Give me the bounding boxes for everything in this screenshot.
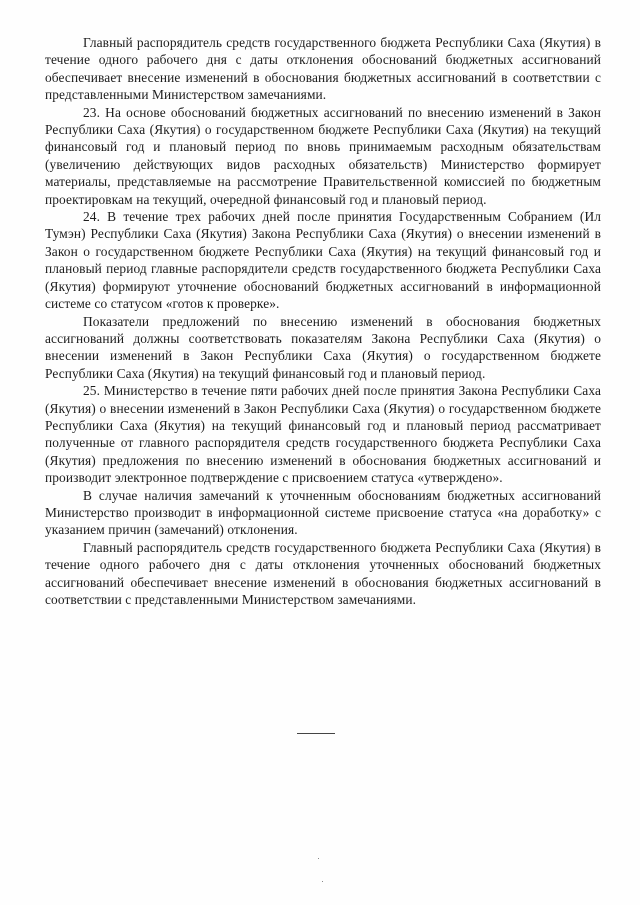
- document-body: [45, 34, 601, 608]
- paragraph-item-23: 23. На основе обоснований бюджетных ассигнований по внесению изменений в Закон Республики Саха (Якутия) о государственном бюджете Республики Саха (Якутия) на текущий финансовый год и плановый период по вновь принимаемым расходным обязательствам (увеличению действующих видов расходных обязательств) Министерство формирует материалы, представляемые на рассмотрение Правительственной комиссией по бюджетным проектировкам на текущий, очередной финансовый год и плановый период.: [45, 104, 601, 207]
- paragraph-final-correction: Главный распорядитель средств государственного бюджета Республики Саха (Якутия) в течение одного рабочего дня с даты отклонения уточненных обоснований бюджетных ассигнований обеспечивает внесение изменений в обоснования бюджетных ассигнований в соответствии с представленными Министерством замечаниями.: [45, 539, 601, 607]
- scan-speck: [318, 858, 319, 859]
- paragraph-item-24: 24. В течение трех рабочих дней после принятия Государственным Собранием (Ил Тумэн) Республики Саха (Якутия) Закона Республики Саха (Якутия) о внесении изменений в Закон о государственном бюджете Республики Саха (Якутия) на текущий финансовый год и плановый период главные распорядители средств государственного бюджета Республики Саха (Якутия) формируют уточнение обоснований бюджетных ассигнований в информационной системе со статусом «готов к проверке».: [45, 209, 601, 312]
- paragraph-item-25: 25. Министерство в течение пяти рабочих дней после принятия Закона Республики Саха (Якутия) о внесении изменений в Закон Республики Саха (Якутия) о государственном бюджете Республики Саха (Якутия) на текущий финансовый год и плановый период рассматривает полученные от главного распорядителя средств государственного бюджета Республики Саха (Якутия) предложения по внесению изменений в обоснования бюджетных ассигнований и производит электронное подтверждение с присвоением статуса «утверждено».: [45, 383, 601, 486]
- paragraph-return-by-distributor: Главный распорядитель средств государственного бюджета Республики Саха (Якутия) в течение одного рабочего дня с даты отклонения обоснований бюджетных ассигнований обеспечивает внесение изменений в обоснования бюджетных ассигнований в соответствии с представленными Министерством замечаниями.: [45, 35, 601, 103]
- end-divider-line: [297, 733, 335, 734]
- scan-speck: [322, 881, 323, 882]
- paragraph-remarks: В случае наличия замечаний к уточненным обоснованиям бюджетных ассигнований Министерство производит в информационной системе присвоение статуса «на доработку» с указанием причин (замечаний) отклонения.: [45, 487, 601, 538]
- paragraph-indicators: Показатели предложений по внесению изменений в обоснования бюджетных ассигнований должны соответствовать показателям Закона Республики Саха (Якутия) о внесении изменений в Закон Республики Саха (Якутия) о государственном бюджете Республики Саха (Якутия) на текущий финансовый год и плановый период.: [45, 313, 601, 381]
